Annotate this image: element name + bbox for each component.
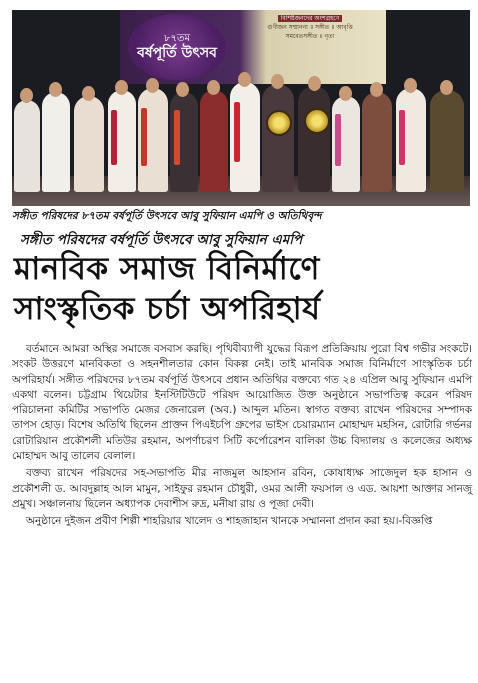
guest-head: [308, 76, 321, 91]
guest-head: [20, 88, 33, 103]
guest-head: [238, 72, 251, 87]
guest-figure: [74, 96, 104, 192]
guest-head: [339, 86, 352, 101]
guest-figure: [14, 100, 40, 192]
paragraph: বর্তমানে আমরা অস্থির সমাজে বসবাস করছি। পৃথিবীব্যাপী যুদ্ধের বিরূপ প্রতিক্রিয়ায় পুরো বিশ্ব গভীর সংকটে। সংকট উত্তরণে মানবিকতা ও সহনশীলতার কোন বিকল্প নেই। তাই মানবিক সমাজ বিনির্মাণে সাংস্কৃতিক চর্চা অপরিহার্য। সঙ্গীত পরিষদের ৮৭তম বর্ষপূর্তি উৎসবে প্রধান অতিথির বক্তব্যে গত ২৪ এপ্রিল আবু সুফিয়ান এমপি একথা বলেন। চট্টগ্রাম থিয়েটার ইনস্টিটিউটে পরিষদ আয়োজিত উক্ত অনুষ্ঠানে সভাপতিত্ব করেন পরিষদ পরিচালনা কমিটির সভাপতি মেজর জেনারেল (অব.) আব্দুল মতিন। স্বাগত বক্তব্য রাখেন পরিষদের সম্পাদক তাপস হোড়। বিশেষ অতিথি ছিলেন প্রাক্তন পিএইচপি গ্রুপের ভাইস চেয়ারম্যান মোহাম্মদ মহসিন, রোটারি গর্ভনর রোটারিয়ান প্রকৌশলী মতিউর রহমান, অপর্ণাচরণ সিটি কর্পোরেশন বালিকা উচ্চ বিদ্যালয় ও কলেজের অধ্যক্ষ মোহাম্মদ আবু তালেব বেলাল।: [12, 343, 472, 463]
paragraph: বক্তব্য রাখেন পরিষদের সহ-সভাপতি মীর নাজমুল আহসান রবিন, কোষাধ্যক্ষ সাজেদুল হক হাসান ও প্রকৌশলী ড. আবদুল্লাহ আল মামুন, সাইফুর রহমান চৌধুরী, ওমর আলী ফয়সাল ও এড. আয়শা আক্তার সানজু প্রমুখ। সঞ্চালনায় ছিলেন অধ্যাপক দেবাশীস রুদ্র, মনীষা রায় ও পূজা দেবী।: [12, 467, 472, 510]
guest-figure: [200, 90, 228, 192]
guest-head: [82, 86, 95, 101]
article-body: [12, 342, 472, 532]
stole: [174, 110, 180, 165]
guest-head: [115, 80, 128, 95]
stole: [399, 110, 405, 165]
anniversary-logo: [128, 14, 226, 80]
guest-figure: [298, 86, 330, 192]
headline-line-1: মানবিক সমাজ বিনির্মাণে: [14, 251, 320, 287]
guest-figure: [430, 90, 464, 192]
honor-plaque: [266, 110, 292, 136]
guest-figure: [362, 92, 392, 192]
guest-head: [271, 74, 284, 89]
stage-screen: [120, 10, 386, 84]
stole: [335, 114, 341, 166]
screen-header: বিশিষ্টজনদের অংশগ্রহণে: [278, 15, 343, 22]
logo-title: বর্ষপূর্তি উৎসব: [137, 44, 217, 61]
guest-head: [440, 80, 453, 95]
headline-line-2: সাংস্কৃতিক চর্চা অপরিহার্য: [14, 291, 321, 327]
photo-caption: সঙ্গীত পরিষদের ৮৭তম বর্ষপূর্তি উৎসবে আবু সুফিয়ান এমপি ও অতিথিবৃন্দ: [12, 210, 322, 222]
guest-head: [49, 82, 62, 97]
screen-line: গুণীজন সম্মাননা ॥ সঙ্গীত ॥ আবৃত্তি: [267, 24, 353, 31]
guest-head: [370, 82, 383, 97]
stole: [234, 102, 240, 162]
guest-head: [207, 80, 220, 95]
guest-figure: [42, 92, 70, 192]
guest-head: [404, 78, 417, 93]
honor-plaque: [304, 108, 330, 134]
event-photo: [12, 10, 470, 206]
guest-figure: [262, 84, 294, 192]
article-subheadline: সঙ্গীত পরিষদের বর্ষপূর্তি উৎসবে আবু সুফিয়ান এমপি: [20, 232, 303, 248]
screen-program-text: [240, 14, 380, 41]
guest-head: [146, 78, 159, 93]
logo-number: ৮৭তম: [163, 32, 191, 44]
paragraph: অনুষ্ঠানে দুইজন প্রবীণ শিল্পী শাহরিয়ার খালেদ ও শাহজাহান খানকে সম্মাননা প্রদান করা হয়।-বিজ্ঞপ্তি: [26, 515, 433, 528]
screen-line: সমবেতসঙ্গীত ॥ নৃত্য: [285, 33, 335, 40]
stole: [141, 108, 147, 166]
guest-head: [176, 82, 189, 97]
stole: [111, 110, 117, 165]
